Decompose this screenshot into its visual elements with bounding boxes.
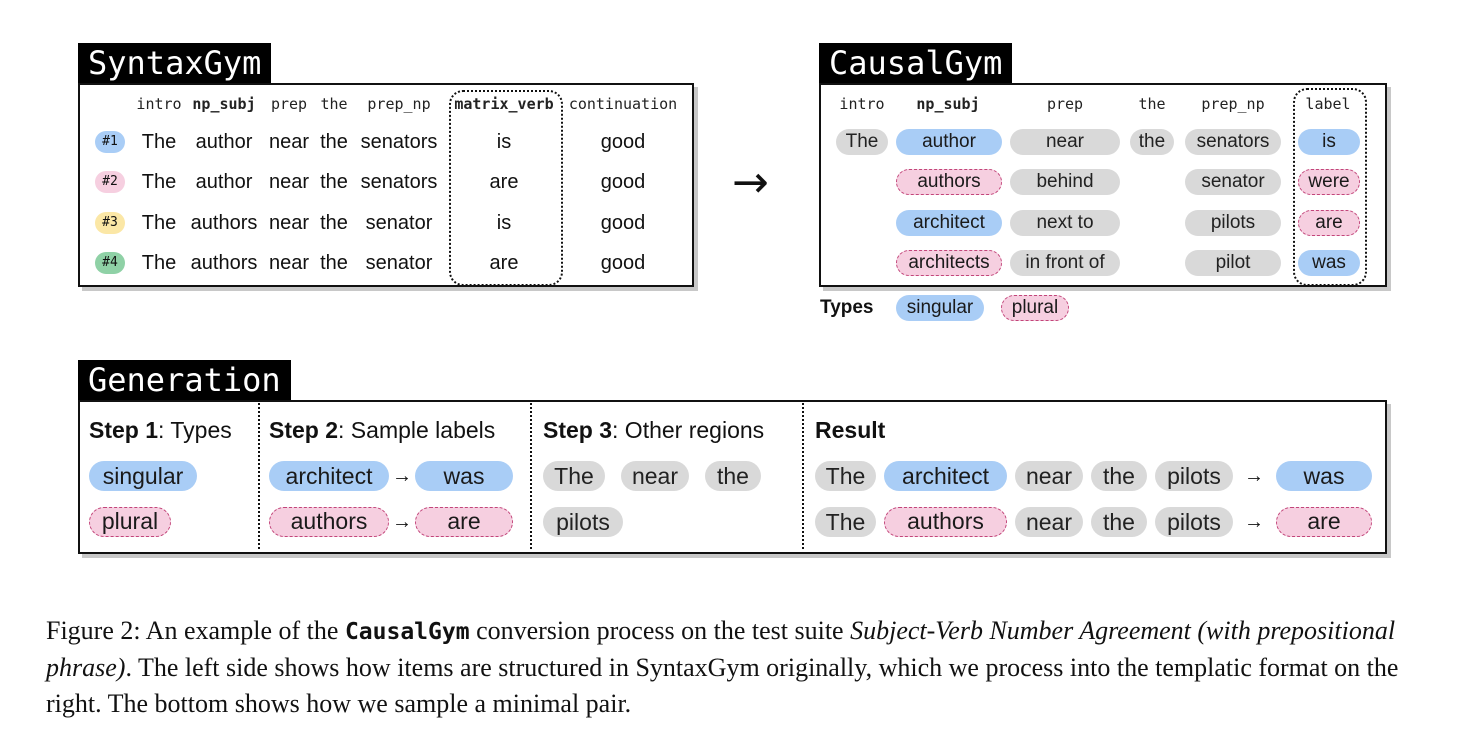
types-legend bbox=[820, 294, 1080, 322]
cg-intro-pill: The bbox=[836, 129, 888, 155]
cg-np-subj-pill: authors bbox=[896, 169, 1002, 195]
types-legend-singular: singular bbox=[896, 295, 984, 321]
syntaxgym-cell: near bbox=[268, 212, 310, 234]
separator-1 bbox=[258, 403, 260, 549]
cg-prep-pill: next to bbox=[1010, 210, 1120, 236]
cg-prep-np-pill: senators bbox=[1185, 129, 1281, 155]
header-continuation: continuation bbox=[568, 95, 678, 113]
step3-heading bbox=[543, 415, 764, 445]
result-token-pill: pilots bbox=[1155, 461, 1233, 491]
syntaxgym-cell: the bbox=[320, 252, 348, 274]
cg-header-np-subj: np_subj bbox=[916, 95, 980, 113]
header-intro: intro bbox=[136, 95, 182, 113]
generation-title: Generation bbox=[78, 360, 291, 400]
syntaxgym-cell: near bbox=[268, 171, 310, 193]
step3-bold: Step 3 bbox=[543, 417, 613, 443]
cg-header-the: the bbox=[1138, 95, 1166, 113]
syntaxgym-cell: The bbox=[141, 252, 177, 274]
syntaxgym-cell: is bbox=[496, 131, 512, 153]
step2-heading bbox=[269, 415, 495, 445]
cg-the-pill: the bbox=[1130, 129, 1174, 155]
result-token-pill: was bbox=[1276, 461, 1372, 491]
step1-bold: Step 1 bbox=[89, 417, 159, 443]
step2-rest: : Sample labels bbox=[338, 417, 496, 443]
syntaxgym-cell: is bbox=[496, 212, 512, 234]
result-token-pill: near bbox=[1015, 507, 1083, 537]
header-the: the bbox=[320, 95, 348, 113]
syntaxgym-cell: The bbox=[141, 171, 177, 193]
step1-plural: plural bbox=[89, 507, 171, 537]
syntaxgym-cell: senators bbox=[360, 171, 438, 193]
row-number-badge: #4 bbox=[95, 252, 125, 274]
syntaxgym-cell: the bbox=[320, 212, 348, 234]
syntaxgym-cell: good bbox=[600, 131, 646, 153]
types-legend-label: Types bbox=[820, 297, 874, 318]
header-np-subj: np_subj bbox=[192, 95, 256, 113]
result-token-pill: The bbox=[815, 507, 876, 537]
syntaxgym-cell: good bbox=[600, 171, 646, 193]
step2-label-was: was bbox=[415, 461, 513, 491]
row-number-badge: #1 bbox=[95, 131, 125, 153]
syntaxgym-cell: authors bbox=[190, 212, 258, 234]
separator-2 bbox=[530, 403, 532, 549]
step2-label-authors: authors bbox=[269, 507, 389, 537]
syntaxgym-cell: the bbox=[320, 131, 348, 153]
syntaxgym-title: SyntaxGym bbox=[78, 43, 271, 83]
cg-np-subj-pill: author bbox=[896, 129, 1002, 155]
types-legend-plural: plural bbox=[1001, 295, 1069, 321]
syntaxgym-cell: author bbox=[195, 171, 253, 193]
result-token-pill: The bbox=[815, 461, 876, 491]
result-token-pill: are bbox=[1276, 507, 1372, 537]
result-arrow: → bbox=[1244, 465, 1264, 487]
syntaxgym-cell: senator bbox=[365, 252, 433, 274]
step2-label-are: are bbox=[415, 507, 513, 537]
header-prep: prep bbox=[270, 95, 308, 113]
cg-header-prep-np: prep_np bbox=[1201, 95, 1265, 113]
cg-np-subj-pill: architects bbox=[896, 250, 1002, 276]
step1-heading bbox=[89, 415, 232, 445]
cg-prep-pill: behind bbox=[1010, 169, 1120, 195]
cg-label-pill: are bbox=[1298, 210, 1360, 236]
result-title: Result bbox=[815, 417, 886, 443]
header-matrix-verb: matrix_verb bbox=[454, 95, 554, 113]
syntaxgym-cell: near bbox=[268, 131, 310, 153]
caption-prefix: Figure 2: An example of the bbox=[46, 616, 345, 645]
header-prep-np: prep_np bbox=[367, 95, 431, 113]
result-token-pill: the bbox=[1091, 507, 1147, 537]
result-token-pill: architect bbox=[884, 461, 1007, 491]
cg-label-pill: is bbox=[1298, 129, 1360, 155]
cg-prep-pill: near bbox=[1010, 129, 1120, 155]
cg-prep-np-pill: pilots bbox=[1185, 210, 1281, 236]
cg-label-pill: was bbox=[1298, 250, 1360, 276]
syntaxgym-cell: authors bbox=[190, 252, 258, 274]
cg-prep-pill: in front of bbox=[1010, 250, 1120, 276]
step2-bold: Step 2 bbox=[269, 417, 339, 443]
cg-prep-np-pill: pilot bbox=[1185, 250, 1281, 276]
conversion-arrow: → bbox=[732, 157, 769, 208]
cg-label-pill: were bbox=[1298, 169, 1360, 195]
row-number-badge: #2 bbox=[95, 171, 125, 193]
figure-caption bbox=[46, 613, 1426, 722]
separator-3 bbox=[802, 403, 804, 549]
cg-header-prep: prep bbox=[1046, 95, 1084, 113]
syntaxgym-cell: good bbox=[600, 252, 646, 274]
cg-header-intro: intro bbox=[839, 95, 885, 113]
step1-rest: : Types bbox=[158, 417, 232, 443]
caption-suffix: . The left side shows how items are structured in SyntaxGym originally, which we process into the templatic format on the right. The bottom shows how we sample a minimal pair. bbox=[46, 653, 1399, 718]
syntaxgym-cell: the bbox=[320, 171, 348, 193]
step1-singular: singular bbox=[89, 461, 197, 491]
cg-prep-np-pill: senator bbox=[1185, 169, 1281, 195]
caption-name: CausalGym bbox=[344, 619, 470, 645]
step3-rest: : Other regions bbox=[612, 417, 765, 443]
result-token-pill: near bbox=[1015, 461, 1083, 491]
step2-arrow-1: → bbox=[392, 465, 412, 487]
syntaxgym-cell: senators bbox=[360, 131, 438, 153]
syntaxgym-cell: The bbox=[141, 131, 177, 153]
syntaxgym-cell: senator bbox=[365, 212, 433, 234]
result-arrow: → bbox=[1244, 511, 1264, 533]
syntaxgym-cell: are bbox=[489, 252, 519, 274]
step2-label-architect: architect bbox=[269, 461, 389, 491]
step3-the: The bbox=[543, 461, 605, 491]
step3-near: near bbox=[621, 461, 689, 491]
result-heading bbox=[815, 415, 885, 445]
result-token-pill: the bbox=[1091, 461, 1147, 491]
result-token-pill: pilots bbox=[1155, 507, 1233, 537]
syntaxgym-cell: The bbox=[141, 212, 177, 234]
row-number-badge: #3 bbox=[95, 212, 125, 234]
caption-italic: Subject-Verb Number Agreement (with prepositional phrase) bbox=[46, 616, 1396, 682]
syntaxgym-cell: author bbox=[195, 131, 253, 153]
causalgym-title: CausalGym bbox=[819, 43, 1012, 83]
step3-pilots: pilots bbox=[543, 507, 623, 537]
step2-arrow-2: → bbox=[392, 511, 412, 533]
cg-np-subj-pill: architect bbox=[896, 210, 1002, 236]
cg-header-label: label bbox=[1305, 95, 1351, 113]
step3-the-2: the bbox=[705, 461, 761, 491]
result-token-pill: authors bbox=[884, 507, 1007, 537]
syntaxgym-cell: near bbox=[268, 252, 310, 274]
syntaxgym-cell: are bbox=[489, 171, 519, 193]
caption-mid: conversion process on the test suite bbox=[469, 616, 851, 645]
syntaxgym-cell: good bbox=[600, 212, 646, 234]
